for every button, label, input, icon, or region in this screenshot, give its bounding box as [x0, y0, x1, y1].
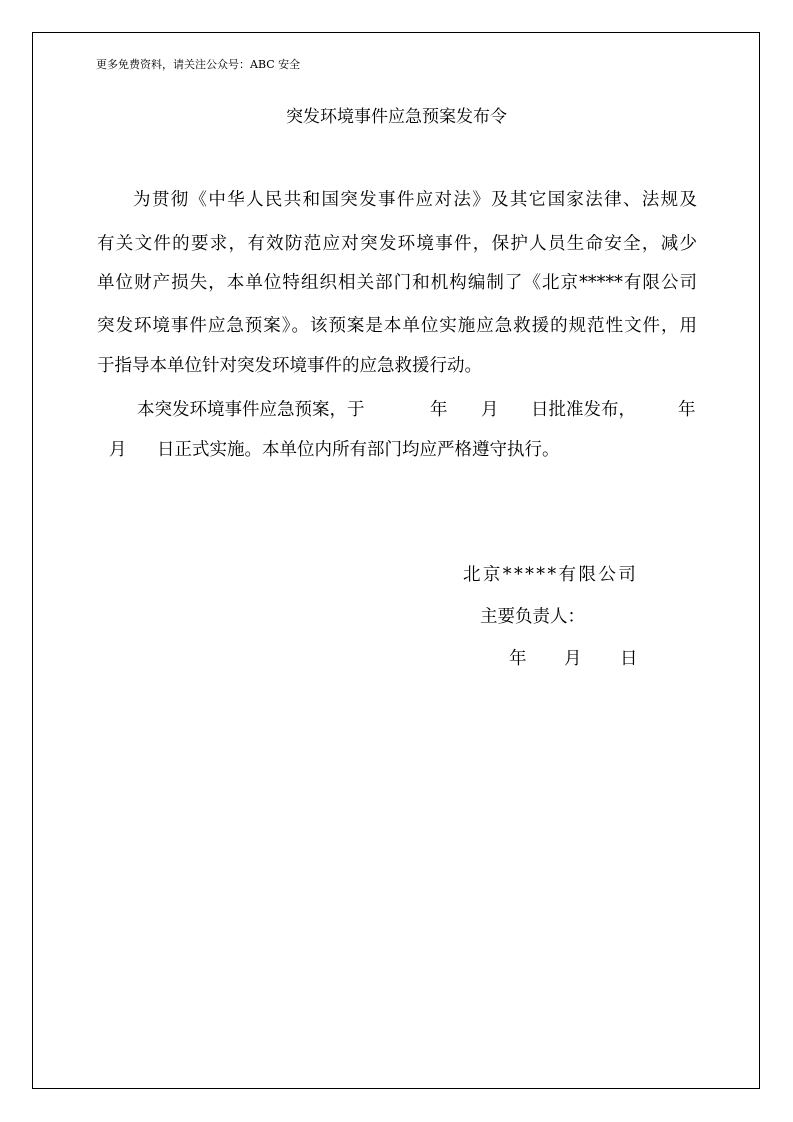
- paragraph-1-line-1: 为贯彻《中华人民共和国突发事件应对法》及其它国家法律、法规及: [133, 190, 697, 210]
- effective-year: 年: [678, 400, 696, 420]
- effective-month: 月: [109, 440, 127, 460]
- paragraph-2-intro: 本突发环境事件应急预案，于: [137, 400, 365, 420]
- paragraph-2-line-2: 日正式实施。本单位内所有部门均应严格遵守执行。: [157, 440, 560, 460]
- header-note: 更多免费资料，请关注公众号：ABC 安全: [96, 58, 301, 71]
- approval-month: 月: [481, 400, 499, 420]
- signature-day: 日: [620, 649, 638, 669]
- paragraph-1-line-3: 单位财产损失，本单位特组织相关部门和机构编制了《北京*****有限公司: [97, 273, 697, 293]
- signature-year: 年: [509, 649, 527, 669]
- signature-month: 月: [564, 649, 582, 669]
- paragraph-1-line-2: 有关文件的要求，有效防范应对突发环境事件，保护人员生命安全，减少: [97, 234, 697, 254]
- approval-day: 日批准发布，: [531, 400, 636, 420]
- approval-year: 年: [430, 400, 448, 420]
- paragraph-1-line-4: 突发环境事件应急预案》。该预案是本单位实施应急救援的规范性文件，用: [97, 316, 697, 336]
- company-name: 北京*****有限公司: [463, 565, 639, 585]
- principal-label: 主要负责人：: [480, 607, 585, 627]
- document-title: 突发环境事件应急预案发布令: [286, 107, 507, 127]
- paragraph-1-line-5: 于指导本单位针对突发环境事件的应急救援行动。: [97, 356, 482, 376]
